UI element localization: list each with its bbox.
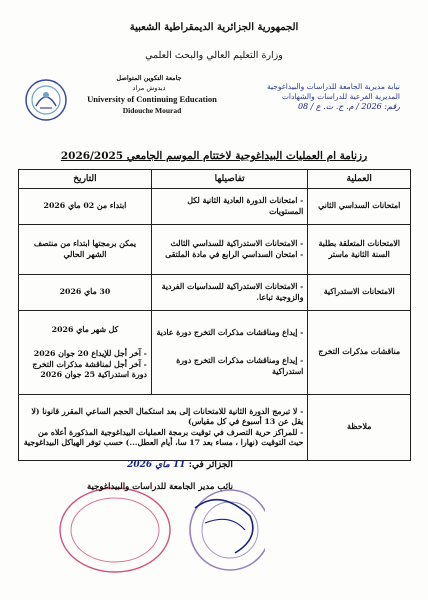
university-name-en: University of Continuing Education [87,94,217,104]
schedule-table [18,169,411,461]
detail-item: - إيداع ومناقشات مذكرات التخرج دورة عادية [156,328,303,339]
note-item: - للمراكز حرية التصرف في توقيت برمجة العمليات البيداغوجية المذكورة أعلاه من حيث التوقيت (نهارا ، مساء بعد 17 سا، أيام العطل...) حسب توفر الهياكل البيداغوجية [23,428,303,449]
details-cell [151,311,307,395]
directorate-block [225,82,400,112]
notes-cell [19,395,308,461]
details-cell [151,225,307,275]
table-row [19,395,411,461]
column-header-date: التاريخ [19,170,152,189]
detail-item: - الامتحانات الاستدراكية للسداسيات الفردية والزوجية تباعا. [156,282,303,303]
operation-cell: مناقشات مذكرات التخرج [308,311,411,395]
date-item: كل شهر ماي 2026 [51,324,119,334]
operation-cell: الامتحانات المتعلقة بطلبة السنة الثانية ماستر [308,225,411,275]
date-cell: يمكن برمجتها ابتداء من منتصف الشهر الحالي [19,225,152,275]
place-label: الجزائر في: [188,460,233,470]
column-header-details: تفاصيلها [151,170,307,189]
table-row [19,311,411,395]
date-item: - آخر أجل للإيداع 20 جوان 2026 [23,349,147,360]
detail-item: - امتحان السداسي الرابع في مادة الملتقى [156,250,303,261]
table-row [19,225,411,275]
university-block [24,72,229,120]
signature-date-line [95,460,265,470]
detail-item: - امتحانات الدورة العادية الثانية لكل المستويات [156,196,303,217]
reference-number: رقم: 2026 / م. ج. ت. ع / 08 [297,102,400,111]
column-header-operation: العملية [308,170,411,189]
table-row [19,189,411,225]
date-cell: 30 ماي 2026 [19,275,152,311]
note-item: - لا تبرمج الدورة الثانية للامتحانات إلى بعد استكمال الحجم الساعي المقرر قانونا (لا يقل عن 13 أسبوع في كل مقياس) [23,407,303,428]
operation-cell: الامتحانات الاستدراكية [308,275,411,311]
date-cell [19,311,152,395]
directorate-line-1: نيابة مديرية الجامعة للدراسات والبيداغوجية [266,82,400,91]
signatory-role: نائب مدير الجامعة للدراسات والبيداغوجية [86,482,234,492]
table-row [19,275,411,311]
details-cell [151,189,307,225]
date-item: - آخر أجل لمناقشة مذكرات التخرج دورة استدراكية 25 جوان 2026 [23,360,147,381]
university-logo-icon [24,78,68,122]
republic-heading: الجمهورية الجزائرية الديمقراطية الشعبية [129,22,299,33]
detail-item: - إيداع ومناقشات مذكرات التخرج دورة استدراكية [156,356,303,377]
university-location-en: Didouche Mourad [122,106,182,115]
document-title: رزنامة ام العمليات البيداغوجية لاختتام الموسم الجامعي 2026/2025 [60,150,368,162]
university-location-ar: ديدوش مراد [132,84,166,92]
university-name-ar: جامعة التكوين المتواصل [116,74,182,82]
operation-cell: امتحانات السداسي الثاني [308,189,411,225]
handwritten-date: 11 ماي 2026 [127,460,186,470]
date-cell: ابتداء من 02 ماي 2026 [19,189,152,225]
table-header-row [19,170,411,189]
details-cell [151,275,307,311]
operation-cell: ملاحظة [308,395,411,461]
detail-item: - الامتحانات الاستدراكية للسداسي الثالث [156,239,303,250]
ministry-heading: وزارة التعليم العالي والبحث العلمي [145,50,283,61]
directorate-line-2: المديرية الفرعية للدراسات والشهادات [281,92,400,101]
